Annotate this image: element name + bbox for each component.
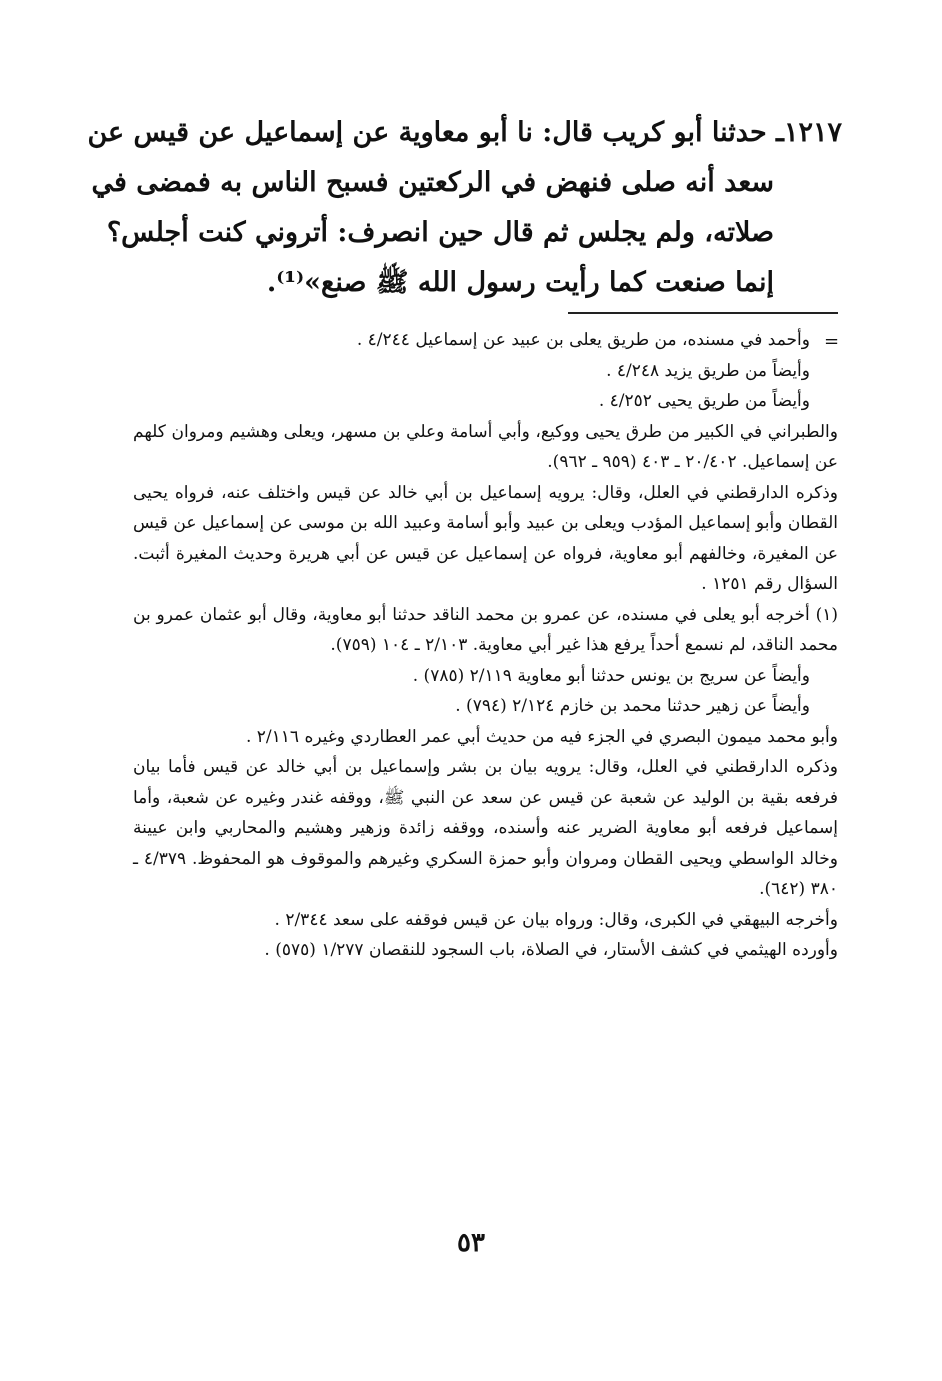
footnote-paragraph: وأورده الهيثمي في كشف الأستار، في الصلاة، باب السجود للنقصان ١/٢٧٧ (٥٧٥) . xyxy=(264,940,838,960)
continuation-mark: = xyxy=(824,331,840,352)
footnote-paragraph: وأحمد في مسنده، من طريق يعلى بن عبيد عن إسماعيل ٤/٢٤٤ . xyxy=(356,330,810,350)
footnote-paragraph: وأيضاً من طريق يحيى ٤/٢٥٢ . xyxy=(598,391,810,411)
hadith-line-1-text: ـ حدثنا أبو كريب قال: نا أبو معاوية عن إسماعيل عن قيس عن xyxy=(87,117,784,148)
footnote-paragraph: وأيضاً من طريق يزيد ٤/٢٤٨ . xyxy=(606,360,810,381)
page-number: ٥٣ xyxy=(457,1228,485,1258)
footnote-paragraph: وأيضاً عن سريج بن يونس حدثنا أبو معاوية ٢/١١٩ (٧٨٥) . xyxy=(412,665,810,686)
footnote-paragraph: وذكره الدارقطني في العلل، وقال: يرويه بيان بن بشر وإسماعيل بن أبي خالد عن قيس فأما بيان فرفعه بقية بن الوليد عن شعبة عن قيس عن سعد عن النبي ﷺ، ووقفه غندر وغيره عن شعبة، وأما إسماعيل فرفعه أبو معاوية الضرير عنه وأسنده، ووقفه زائدة وزهير وهشيم والمحاربي وابن عيينة وخالد الواسطي ويحيى القطان ومروان وأبو حمزة السكري وغيرهم والموقوف هو المحفوظ. ٤/٣٧٩ ـ ٣٨٠ (٦٤٢). xyxy=(133,757,838,899)
hadith-line-4: إنما صنعت كما رأيت رسول الله ﷺ صنع»⁽¹⁾. xyxy=(266,267,774,298)
footnote-paragraph: وذكره الدارقطني في العلل، وقال: يرويه إسماعيل بن أبي خالد عن قيس واختلف عنه، فرواه يحيى القطان وأبو إسماعيل المؤدب ويعلى بن عبيد وأبو أسامة وعبيد الله بن موسى عن إسماعيل عن قيس عن المغيرة، وخالفهم أبو معاوية، فرواه عن إسماعيل عن قيس عن أبي هريرة وحديث المغيرة أثبت. السؤال رقم ١٢٥١ . xyxy=(133,482,838,594)
footnotes xyxy=(133,325,838,966)
hadith-line-2: سعد أنه صلى فنهض في الركعتين فسبح الناس به فمضى في xyxy=(91,167,774,198)
hadith-line-1 xyxy=(87,108,842,158)
hadith-number: ١٢١٧ xyxy=(783,117,842,148)
footnote-paragraph: وأخرجه البيهقي في الكبرى، وقال: ورواه بيان عن قيس فوقفه على سعد ٢/٣٤٤ . xyxy=(274,909,838,930)
footnote-paragraph: وأبو محمد ميمون البصري في الجزء فيه من حديث أبي عمر العطاردي وغيره ٢/١١٦ . xyxy=(245,726,838,747)
hadith-line-3: صلاته، ولم يجلس ثم قال حين انصرف: أتروني كنت أجلس؟ xyxy=(106,217,774,248)
hadith-text xyxy=(87,108,842,308)
footnote-separator xyxy=(568,312,838,314)
footnote-paragraph: وأيضاً عن زهير حدثنا محمد بن خازم ٢/١٢٤ (٧٩٤) . xyxy=(455,696,810,716)
footnote-1: (١) أخرجه أبو يعلى في مسنده، عن عمرو بن محمد الناقد حدثنا أبو معاوية، وقال أبو عثمان عمرو بن محمد الناقد، لم نسمع أحداً يرفع هذا غير أبي معاوية. ٢/١٠٣ ـ ١٠٤ (٧٥٩). xyxy=(133,604,838,655)
footnote-paragraph: والطبراني في الكبير من طرق يحيى ووكيع، وأبي أسامة وعلي بن مسهر، ويعلى وهشيم ومروان كلهم عن إسماعيل. ٢٠/٤٠٢ ـ ٤٠٣ (٩٥٩ ـ ٩٦٢). xyxy=(133,421,838,472)
